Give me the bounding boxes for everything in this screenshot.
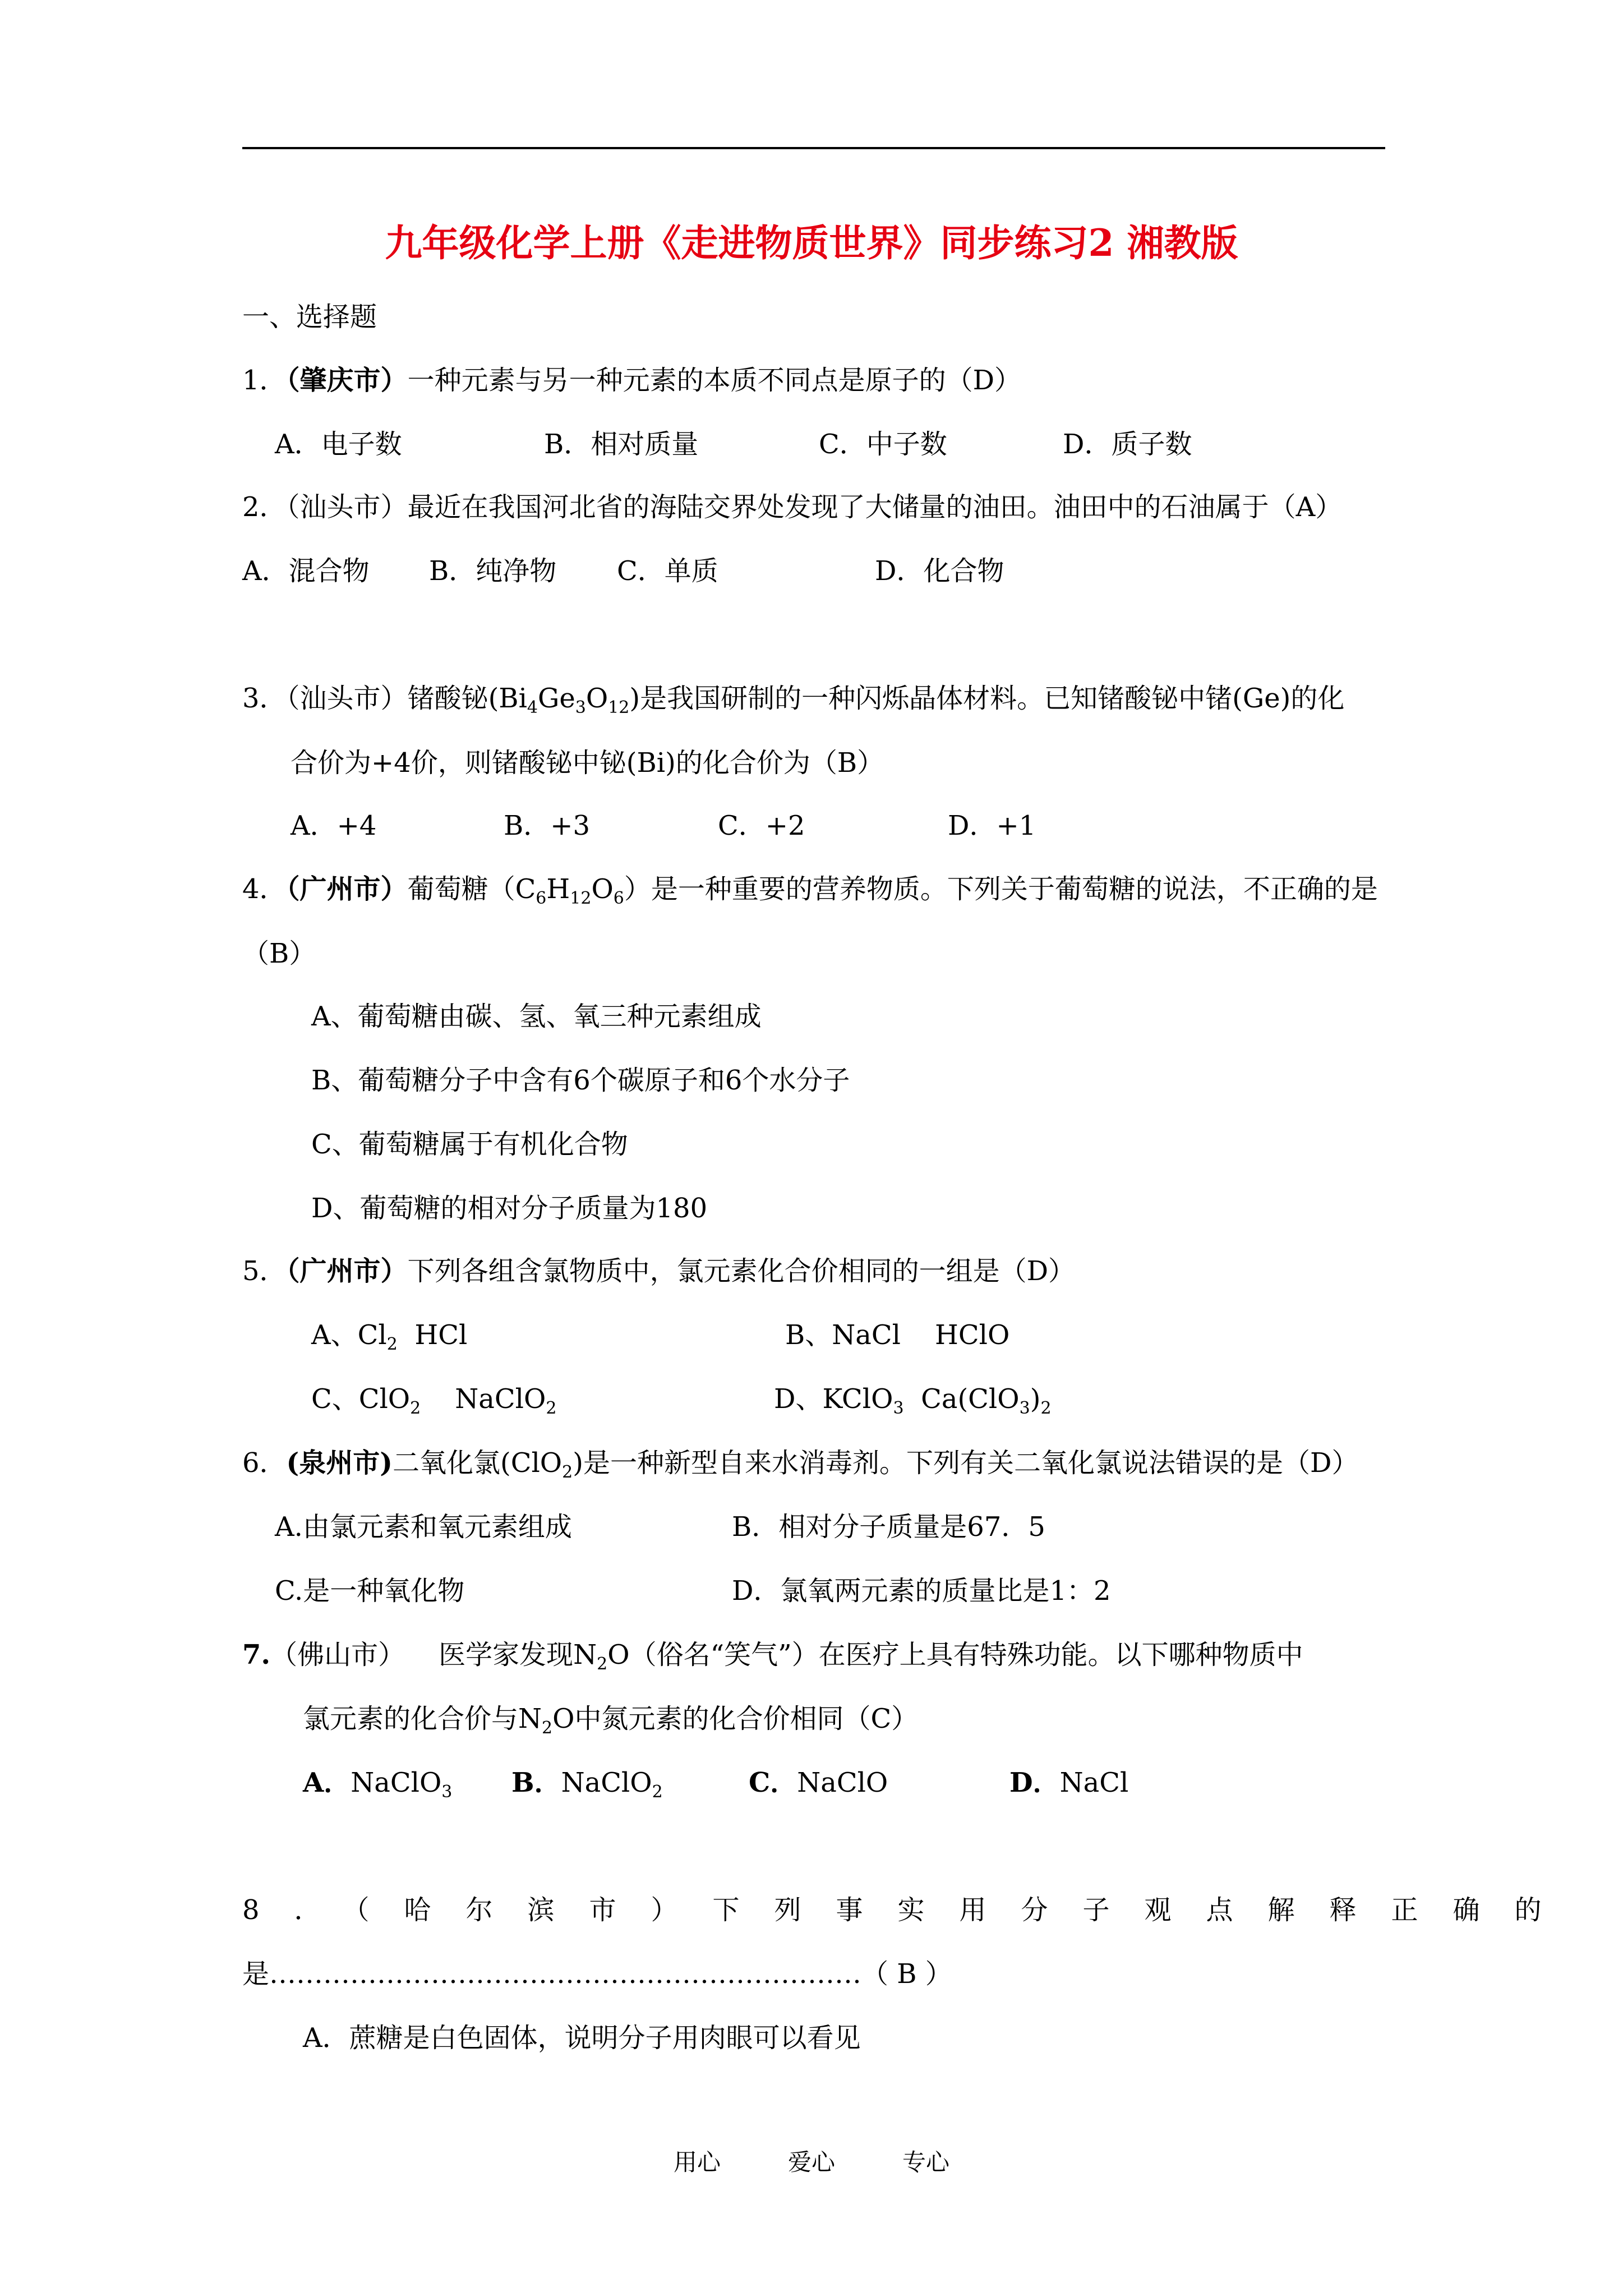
q8-option-a: A．蔗糖是白色固体，说明分子用肉眼可以看见 bbox=[303, 2022, 861, 2054]
q5-option-c: C、ClO$_2$ NaClO$_2$ bbox=[311, 1383, 557, 1418]
q1-option-a: A．电子数 bbox=[275, 429, 402, 460]
q1-option-d: D．质子数 bbox=[1063, 429, 1192, 460]
question-7: 7.（佛山市） 医学家发现$N_2O$（俗名“笑气”）在医疗上具有特殊功能。以下哪种物质中 bbox=[242, 1639, 1303, 1674]
q2-option-b: B．纯净物 bbox=[429, 555, 557, 587]
q6-option-d: D．氯氧两元素的质量比是1：2 bbox=[732, 1575, 1111, 1607]
question-8-line-2: 是…………………………………………………………（ B ） bbox=[242, 1958, 952, 1990]
page-footer bbox=[0, 2144, 1623, 2178]
q5-option-d: D、KClO$_3$ $Ca(ClO_3)_2$ bbox=[774, 1383, 1052, 1418]
question-2: 2．（汕头市）最近在我国河北省的海陆交界处发现了大储量的油田。油田中的石油属于（A） bbox=[242, 491, 1343, 523]
question-4: 4．（广州市）葡萄糖$(C_6H_{12}O_6)$是一种重要的营养物质。下列关于葡萄糖的说法，不正确的是 bbox=[242, 873, 1378, 908]
question-5: 5．（广州市）下列各组含氯物质中，氯元素化合价相同的一组是（D） bbox=[242, 1255, 1076, 1287]
question-8: 8．（哈尔滨市）下列事实用分子观点解释正确的 bbox=[242, 1894, 1576, 1926]
question-3: 3．（汕头市）锗酸铋$(Bi_4Ge_3O_{12})$是我国研制的一种闪烁晶体材料。已知锗酸铋中锗(Ge)的化 bbox=[242, 683, 1345, 717]
q2-option-d: D．化合物 bbox=[875, 555, 1004, 587]
q6-option-b: B．相对分子质量是67．5 bbox=[732, 1511, 1045, 1543]
q7-option-d: D．NaCl bbox=[1009, 1767, 1129, 1798]
q3-option-a: A．+4 bbox=[291, 810, 377, 841]
q5-option-a: A、$Cl_2$ HCl bbox=[311, 1319, 468, 1354]
q3-option-b: B．+3 bbox=[504, 810, 591, 841]
q2-option-c: C．单质 bbox=[617, 555, 718, 587]
q4-option-d: D、葡萄糖的相对分子质量为180 bbox=[311, 1193, 708, 1224]
question-4-answer: （B） bbox=[242, 938, 316, 969]
q1-option-b: B．相对质量 bbox=[544, 429, 699, 460]
section-heading: 一、选择题 bbox=[242, 301, 377, 333]
q5-option-b: B、NaCl HClO bbox=[785, 1319, 1010, 1351]
question-1: 1．（肇庆市）一种元素与另一种元素的本质不同点是原子的（D） bbox=[242, 365, 1022, 396]
q7-option-c: C．NaClO bbox=[749, 1767, 888, 1798]
footer-item: 爱心 bbox=[787, 2148, 835, 2176]
q1-option-c: C．中子数 bbox=[819, 429, 947, 460]
top-rule bbox=[242, 147, 1385, 149]
q2-option-a: A．混合物 bbox=[242, 555, 370, 587]
footer-item: 用心 bbox=[673, 2148, 721, 2176]
q7-option-a: A．NaClO$_3$ bbox=[303, 1767, 453, 1802]
q4-option-b: B、葡萄糖分子中含有6个碳原子和6个水分子 bbox=[311, 1065, 850, 1096]
q6-option-a: A.由氯元素和氧元素组成 bbox=[275, 1511, 572, 1543]
q4-option-c: C、葡萄糖属于有机化合物 bbox=[311, 1129, 628, 1160]
q3-option-c: C．+2 bbox=[718, 810, 805, 841]
q4-option-a: A、葡萄糖由碳、氢、氧三种元素组成 bbox=[311, 1001, 762, 1032]
footer-item: 专心 bbox=[902, 2148, 950, 2176]
q3-option-d: D．+1 bbox=[948, 810, 1036, 841]
question-6: 6．(泉州市)二氧化氯(ClO$_2$)是一种新型自来水消毒剂。下列有关二氧化氯说法错误的是（D） bbox=[242, 1447, 1359, 1482]
q6-option-c: C.是一种氧化物 bbox=[275, 1575, 465, 1607]
question-3-line-2: 合价为+4价，则锗酸铋中铋(Bi)的化合价为（B） bbox=[291, 747, 884, 779]
q7-option-b: B．NaClO$_2$ bbox=[511, 1767, 663, 1802]
question-7-line-2: 氯元素的化合价与$N_2O$中氮元素的化合价相同（C） bbox=[303, 1703, 919, 1738]
page-title: 九年级化学上册《走进物质世界》同步练习2 湘教版 bbox=[385, 221, 1238, 265]
